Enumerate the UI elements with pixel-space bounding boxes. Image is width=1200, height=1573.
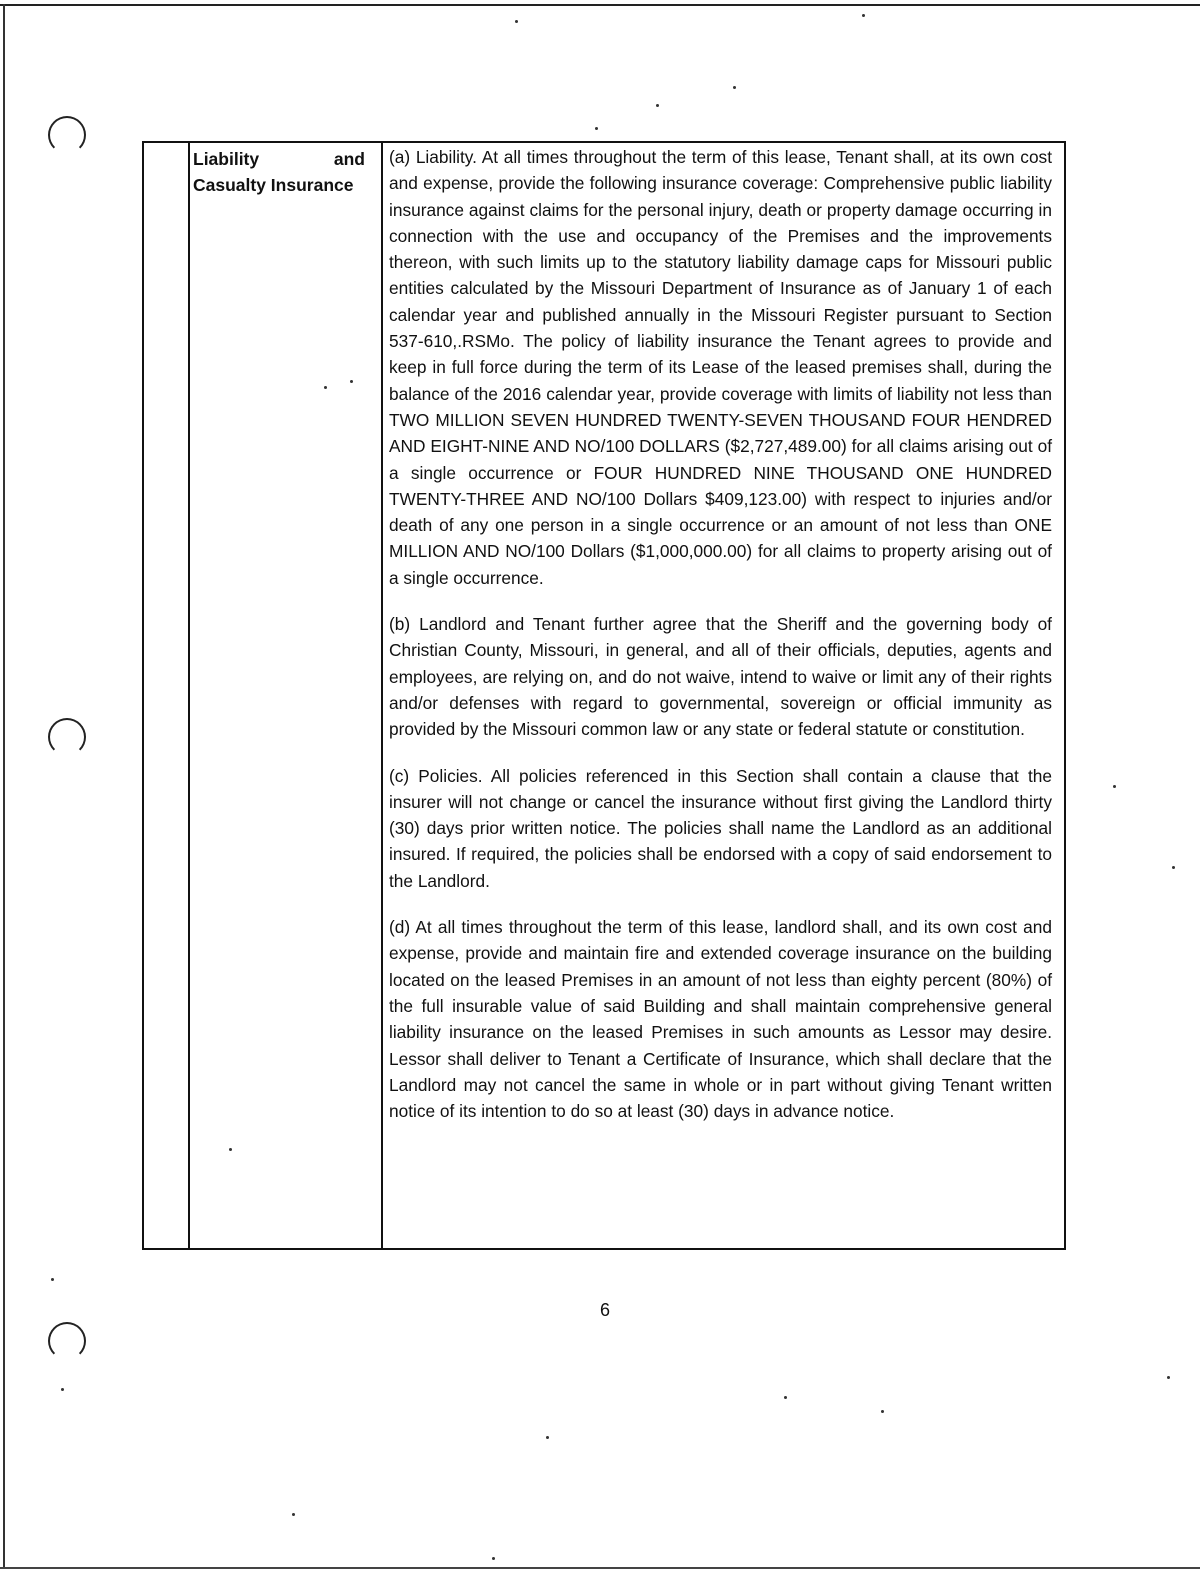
scan-speck (1172, 866, 1175, 869)
section-heading (193, 146, 365, 198)
section-heading-word-1: Liability (193, 149, 260, 169)
scan-speck (292, 1513, 295, 1516)
scan-speck (595, 127, 598, 130)
section-heading-word-2: and (333, 149, 365, 169)
clause-b-immunity: (b) Landlord and Tenant further agree that the Sheriff and the governing body of Christian County, Missouri, in general, and all of their officials, deputies, agents and employees, are relying on, and do not waive, intend to waive or limit any of their rights and/or defenses with regard to governmental, sovereign or official immunity as provided by the Missouri common law or any state or federal statute or constitution. (389, 614, 1052, 740)
scan-speck (881, 1410, 884, 1413)
scan-speck (492, 1557, 495, 1560)
section-heading-line-2: Casualty Insurance (193, 175, 354, 195)
punch-hole-icon (48, 718, 86, 756)
scan-speck (51, 1278, 54, 1281)
scan-speck (656, 104, 659, 107)
clause-a-liability: (a) Liability. At all times throughout the term of this lease, Tenant shall, at its own cost and expense, provide the following insurance coverage: Comprehensive public liability insurance against claims for the personal injury, death or property damage occurring in connection with the use and occupancy of the Premises and the improvements thereon, with such limits up to the statutory liability damage caps for Missouri public entities calculated by the Missouri Department of Insurance as of January 1 of each calendar year and published annually in the Missouri Register pursuant to Section 537-610,.RSMo. The policy of liability insurance the Tenant agrees to provide and keep in full force during the term of its Lease of the leased premises shall, during the balance of the 2016 calendar year, provide coverage with limits of liability not less than TWO MILLION SEVEN HUNDRED TWENTY-SEVEN THOUSAND FOUR HENDRED AND EIGHT-NINE AND NO/100 DOLLARS ($2,727,489.00) for all claims arising out of a single occurrence or FOUR HUNDRED NINE THOUSAND ONE HUNDRED TWENTY-THREE AND NO/100 Dollars $409,123.00) with respect to injuries and/or death of any one person in a single occurrence or an amount of not less than ONE MILLION AND NO/100 Dollars ($1,000,000.00) for all claims to property arising out of a single occurrence. (389, 147, 1052, 588)
punch-hole-icon (48, 116, 86, 154)
page-left-border (3, 4, 5, 1569)
page-number: 6 (599, 1300, 610, 1320)
scan-speck (784, 1396, 787, 1399)
clause-d-fire-coverage: (d) At all times throughout the term of this lease, landlord shall, and its own cost and expense, provide and maintain fire and extended coverage insurance on the building located on the leased Premises in an amount of not less than eighty percent (80%) of the full insurable value of said Building and shall maintain comprehensive general liability insurance on the leased Premises in such amounts as Lessor may desire. Lessor shall deliver to Tenant a Certificate of Insurance, which shall declare that the Landlord may not cancel the same in whole or in part without giving Tenant written notice of its intention to do so at least (30) days in advance notice. (389, 917, 1052, 1122)
scan-speck (61, 1388, 64, 1391)
clause-c-policies: (c) Policies. All policies referenced in this Section shall contain a clause that the insurer will not change or cancel the insurance without first giving the Landlord thirty (30) days prior written notice. The policies shall name the Landlord as an additional insured. If required, the policies shall be endorsed with a copy of said endorsement to the Landlord. (389, 765, 1052, 891)
section-heading-line-1 (193, 146, 365, 172)
punch-hole-icon (48, 1322, 86, 1360)
scan-speck (733, 86, 736, 89)
section-body (389, 144, 1052, 1144)
scan-speck (862, 14, 865, 17)
table-column-divider (188, 141, 190, 1250)
scan-speck (1113, 785, 1116, 788)
page-bottom-border (0, 1567, 1200, 1569)
scan-speck (1167, 1376, 1170, 1379)
page-top-border (0, 4, 1200, 6)
scan-speck (515, 20, 518, 23)
table-column-divider (381, 141, 383, 1250)
scan-speck (546, 1436, 549, 1439)
